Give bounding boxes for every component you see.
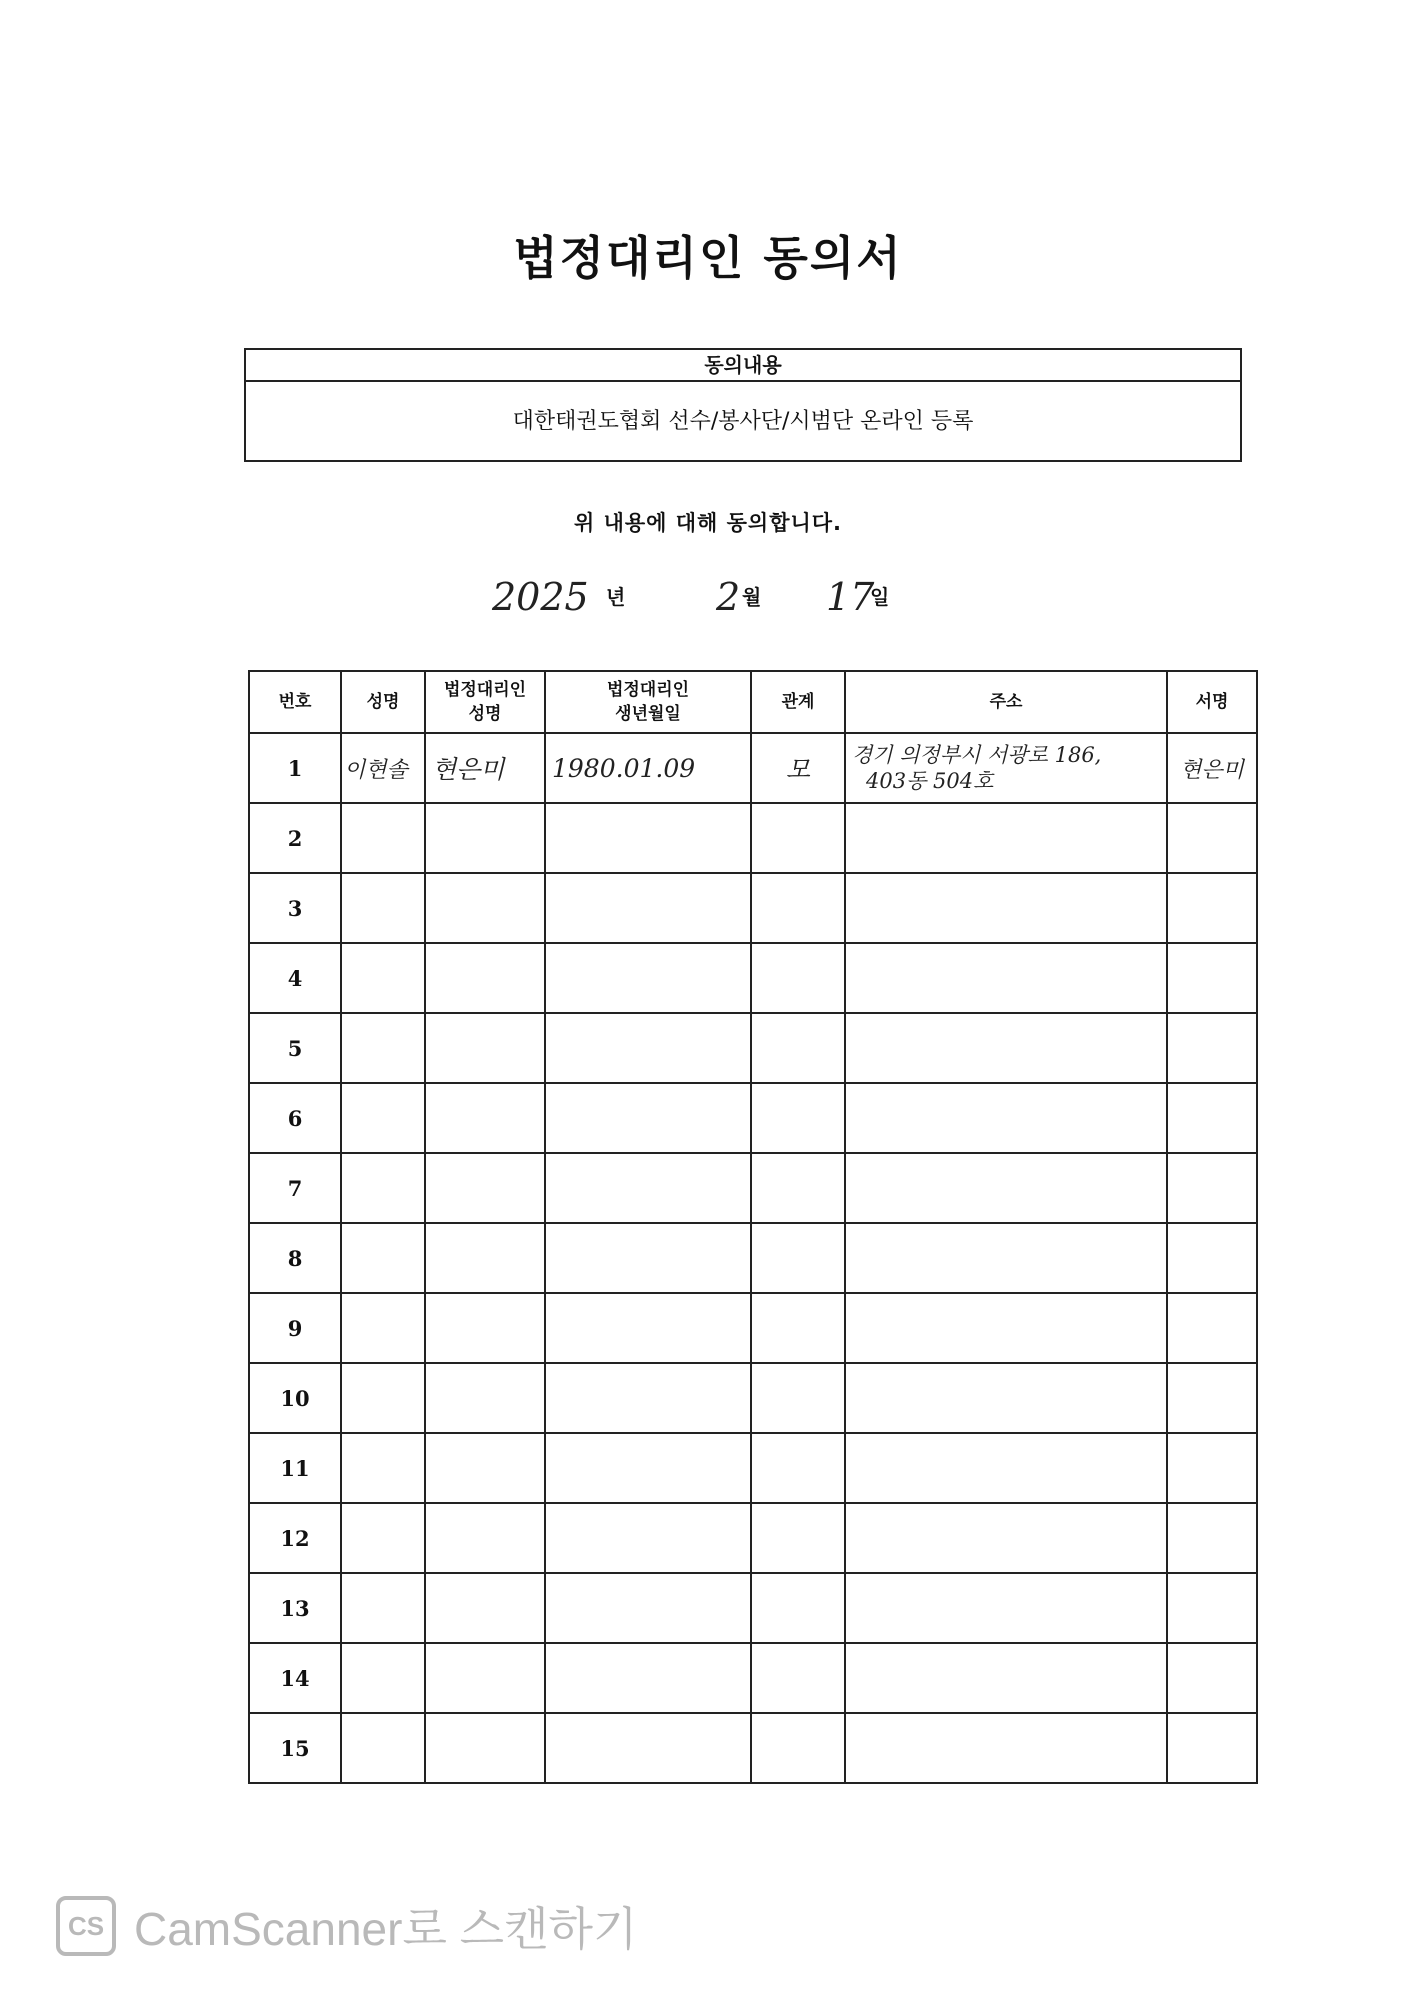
date-day-unit: 일 [870, 585, 890, 609]
header-guardian-name [425, 671, 545, 733]
row-address [845, 1363, 1167, 1433]
row-address [845, 1013, 1167, 1083]
row-guardian-birth [545, 1013, 751, 1083]
row-address [845, 873, 1167, 943]
row-guardian-name [425, 1503, 545, 1573]
row-signature [1167, 1153, 1257, 1223]
row-address [845, 1153, 1167, 1223]
row-address-line2: 403동 504호 [866, 769, 994, 793]
row-guardian-birth [545, 1363, 751, 1433]
row-signature [1167, 1223, 1257, 1293]
table-row [249, 1573, 1257, 1643]
row-guardian-name [425, 1153, 545, 1223]
row-relation [751, 1223, 845, 1293]
row-guardian-name [425, 1363, 545, 1433]
row-no: 13 [249, 1573, 341, 1643]
row-guardian-name: 현은미 [425, 733, 545, 803]
row-guardian-birth [545, 1643, 751, 1713]
header-signature: 서명 [1167, 671, 1257, 733]
table-row [249, 1363, 1257, 1433]
camscanner-watermark [56, 1894, 637, 1958]
row-guardian-birth [545, 1223, 751, 1293]
consent-content-box [244, 348, 1242, 462]
row-guardian-birth [545, 1713, 751, 1783]
row-relation [751, 1643, 845, 1713]
table-row [249, 1713, 1257, 1783]
row-guardian-name [425, 1573, 545, 1643]
header-address: 주소 [845, 671, 1167, 733]
row-signature [1167, 1713, 1257, 1783]
row-name [341, 1643, 425, 1713]
row-name [341, 1293, 425, 1363]
row-name [341, 1433, 425, 1503]
header-guardian-birth-line1: 법정대리인 [606, 680, 690, 700]
table-row [249, 1643, 1257, 1713]
row-signature [1167, 1573, 1257, 1643]
row-guardian-birth [545, 943, 751, 1013]
row-guardian-birth [545, 873, 751, 943]
consent-content-header: 동의내용 [246, 350, 1240, 382]
row-no: 6 [249, 1083, 341, 1153]
row-no: 7 [249, 1153, 341, 1223]
table-row [249, 873, 1257, 943]
row-name [341, 873, 425, 943]
consent-date [0, 572, 1416, 622]
row-signature [1167, 1433, 1257, 1503]
row-guardian-birth [545, 1503, 751, 1573]
row-signature: 현은미 [1167, 733, 1257, 803]
row-no: 3 [249, 873, 341, 943]
row-signature [1167, 1503, 1257, 1573]
guardian-register-table [248, 670, 1258, 1784]
row-guardian-birth [545, 1083, 751, 1153]
row-name [341, 803, 425, 873]
row-no: 12 [249, 1503, 341, 1573]
table-row [249, 1153, 1257, 1223]
row-guardian-name [425, 1713, 545, 1783]
table-row [249, 733, 1257, 803]
table-row [249, 1223, 1257, 1293]
row-address-line1: 경기 의정부시 서광로 186, [852, 743, 1102, 767]
row-no: 15 [249, 1713, 341, 1783]
row-address [845, 1083, 1167, 1153]
row-guardian-birth [545, 1573, 751, 1643]
row-no: 2 [249, 803, 341, 873]
row-address [845, 1713, 1167, 1783]
row-no: 1 [249, 733, 341, 803]
row-name [341, 1713, 425, 1783]
table-row [249, 1013, 1257, 1083]
row-relation [751, 1083, 845, 1153]
date-month-unit: 월 [742, 585, 762, 609]
row-relation [751, 1153, 845, 1223]
row-guardian-birth: 1980.01.09 [545, 733, 751, 803]
table-row [249, 803, 1257, 873]
table-row [249, 943, 1257, 1013]
row-relation [751, 1503, 845, 1573]
row-no: 10 [249, 1363, 341, 1433]
header-relation: 관계 [751, 671, 845, 733]
row-relation [751, 1713, 845, 1783]
row-signature [1167, 1083, 1257, 1153]
row-relation [751, 1433, 845, 1503]
row-no: 9 [249, 1293, 341, 1363]
row-relation [751, 1573, 845, 1643]
row-guardian-birth [545, 803, 751, 873]
row-no: 5 [249, 1013, 341, 1083]
table-row [249, 1293, 1257, 1363]
row-no: 8 [249, 1223, 341, 1293]
row-address [845, 1643, 1167, 1713]
row-name [341, 1013, 425, 1083]
document-title: 법정대리인 동의서 [513, 231, 903, 285]
row-name [341, 1573, 425, 1643]
row-name [341, 943, 425, 1013]
row-address [845, 1573, 1167, 1643]
date-year: 2025 [492, 575, 589, 619]
row-guardian-name [425, 873, 545, 943]
row-signature [1167, 803, 1257, 873]
row-name [341, 1503, 425, 1573]
watermark-text: CamScanner로 스캔하기 [134, 1903, 638, 1955]
row-signature [1167, 943, 1257, 1013]
row-name [341, 1153, 425, 1223]
table-row [249, 1503, 1257, 1573]
row-address [845, 1433, 1167, 1503]
row-guardian-name [425, 1013, 545, 1083]
row-guardian-name [425, 1083, 545, 1153]
consent-content-body: 대한태권도협회 선수/봉사단/시범단 온라인 등록 [512, 409, 974, 434]
row-name [341, 1363, 425, 1433]
row-relation [751, 803, 845, 873]
header-guardian-birth-line2: 생년월일 [615, 704, 681, 724]
table-row [249, 1433, 1257, 1503]
row-relation: 모 [751, 733, 845, 803]
row-guardian-birth [545, 1433, 751, 1503]
row-guardian-name [425, 1643, 545, 1713]
header-name: 성명 [341, 671, 425, 733]
row-guardian-name [425, 803, 545, 873]
row-no: 11 [249, 1433, 341, 1503]
table-row [249, 1083, 1257, 1153]
row-relation [751, 1013, 845, 1083]
row-signature [1167, 1643, 1257, 1713]
row-name: 이현솔 [341, 733, 425, 803]
row-guardian-birth [545, 1293, 751, 1363]
header-guardian-birth [545, 671, 751, 733]
row-name [341, 1223, 425, 1293]
row-address [845, 733, 1167, 803]
header-guardian-name-line1: 법정대리인 [443, 680, 527, 700]
row-relation [751, 873, 845, 943]
agree-statement: 위 내용에 대해 동의합니다. [573, 511, 843, 535]
row-guardian-name [425, 943, 545, 1013]
row-no: 4 [249, 943, 341, 1013]
row-relation [751, 943, 845, 1013]
row-signature [1167, 1363, 1257, 1433]
row-address [845, 1503, 1167, 1573]
row-address [845, 803, 1167, 873]
header-no: 번호 [249, 671, 341, 733]
row-address [845, 943, 1167, 1013]
camscanner-logo-icon [56, 1896, 116, 1956]
date-month: 2 [716, 575, 741, 619]
row-guardian-name [425, 1223, 545, 1293]
row-guardian-name [425, 1293, 545, 1363]
svg-text:CS: CS [67, 1911, 105, 1941]
row-address [845, 1223, 1167, 1293]
row-guardian-name [425, 1433, 545, 1503]
row-relation [751, 1293, 845, 1363]
date-day: 17 [826, 575, 875, 619]
row-address [845, 1293, 1167, 1363]
row-signature [1167, 873, 1257, 943]
date-year-unit: 년 [606, 585, 626, 609]
row-name [341, 1083, 425, 1153]
table-header-row [249, 671, 1257, 733]
row-signature [1167, 1013, 1257, 1083]
row-guardian-birth [545, 1153, 751, 1223]
header-guardian-name-line2: 성명 [468, 704, 502, 724]
row-relation [751, 1363, 845, 1433]
row-no: 14 [249, 1643, 341, 1713]
row-signature [1167, 1293, 1257, 1363]
